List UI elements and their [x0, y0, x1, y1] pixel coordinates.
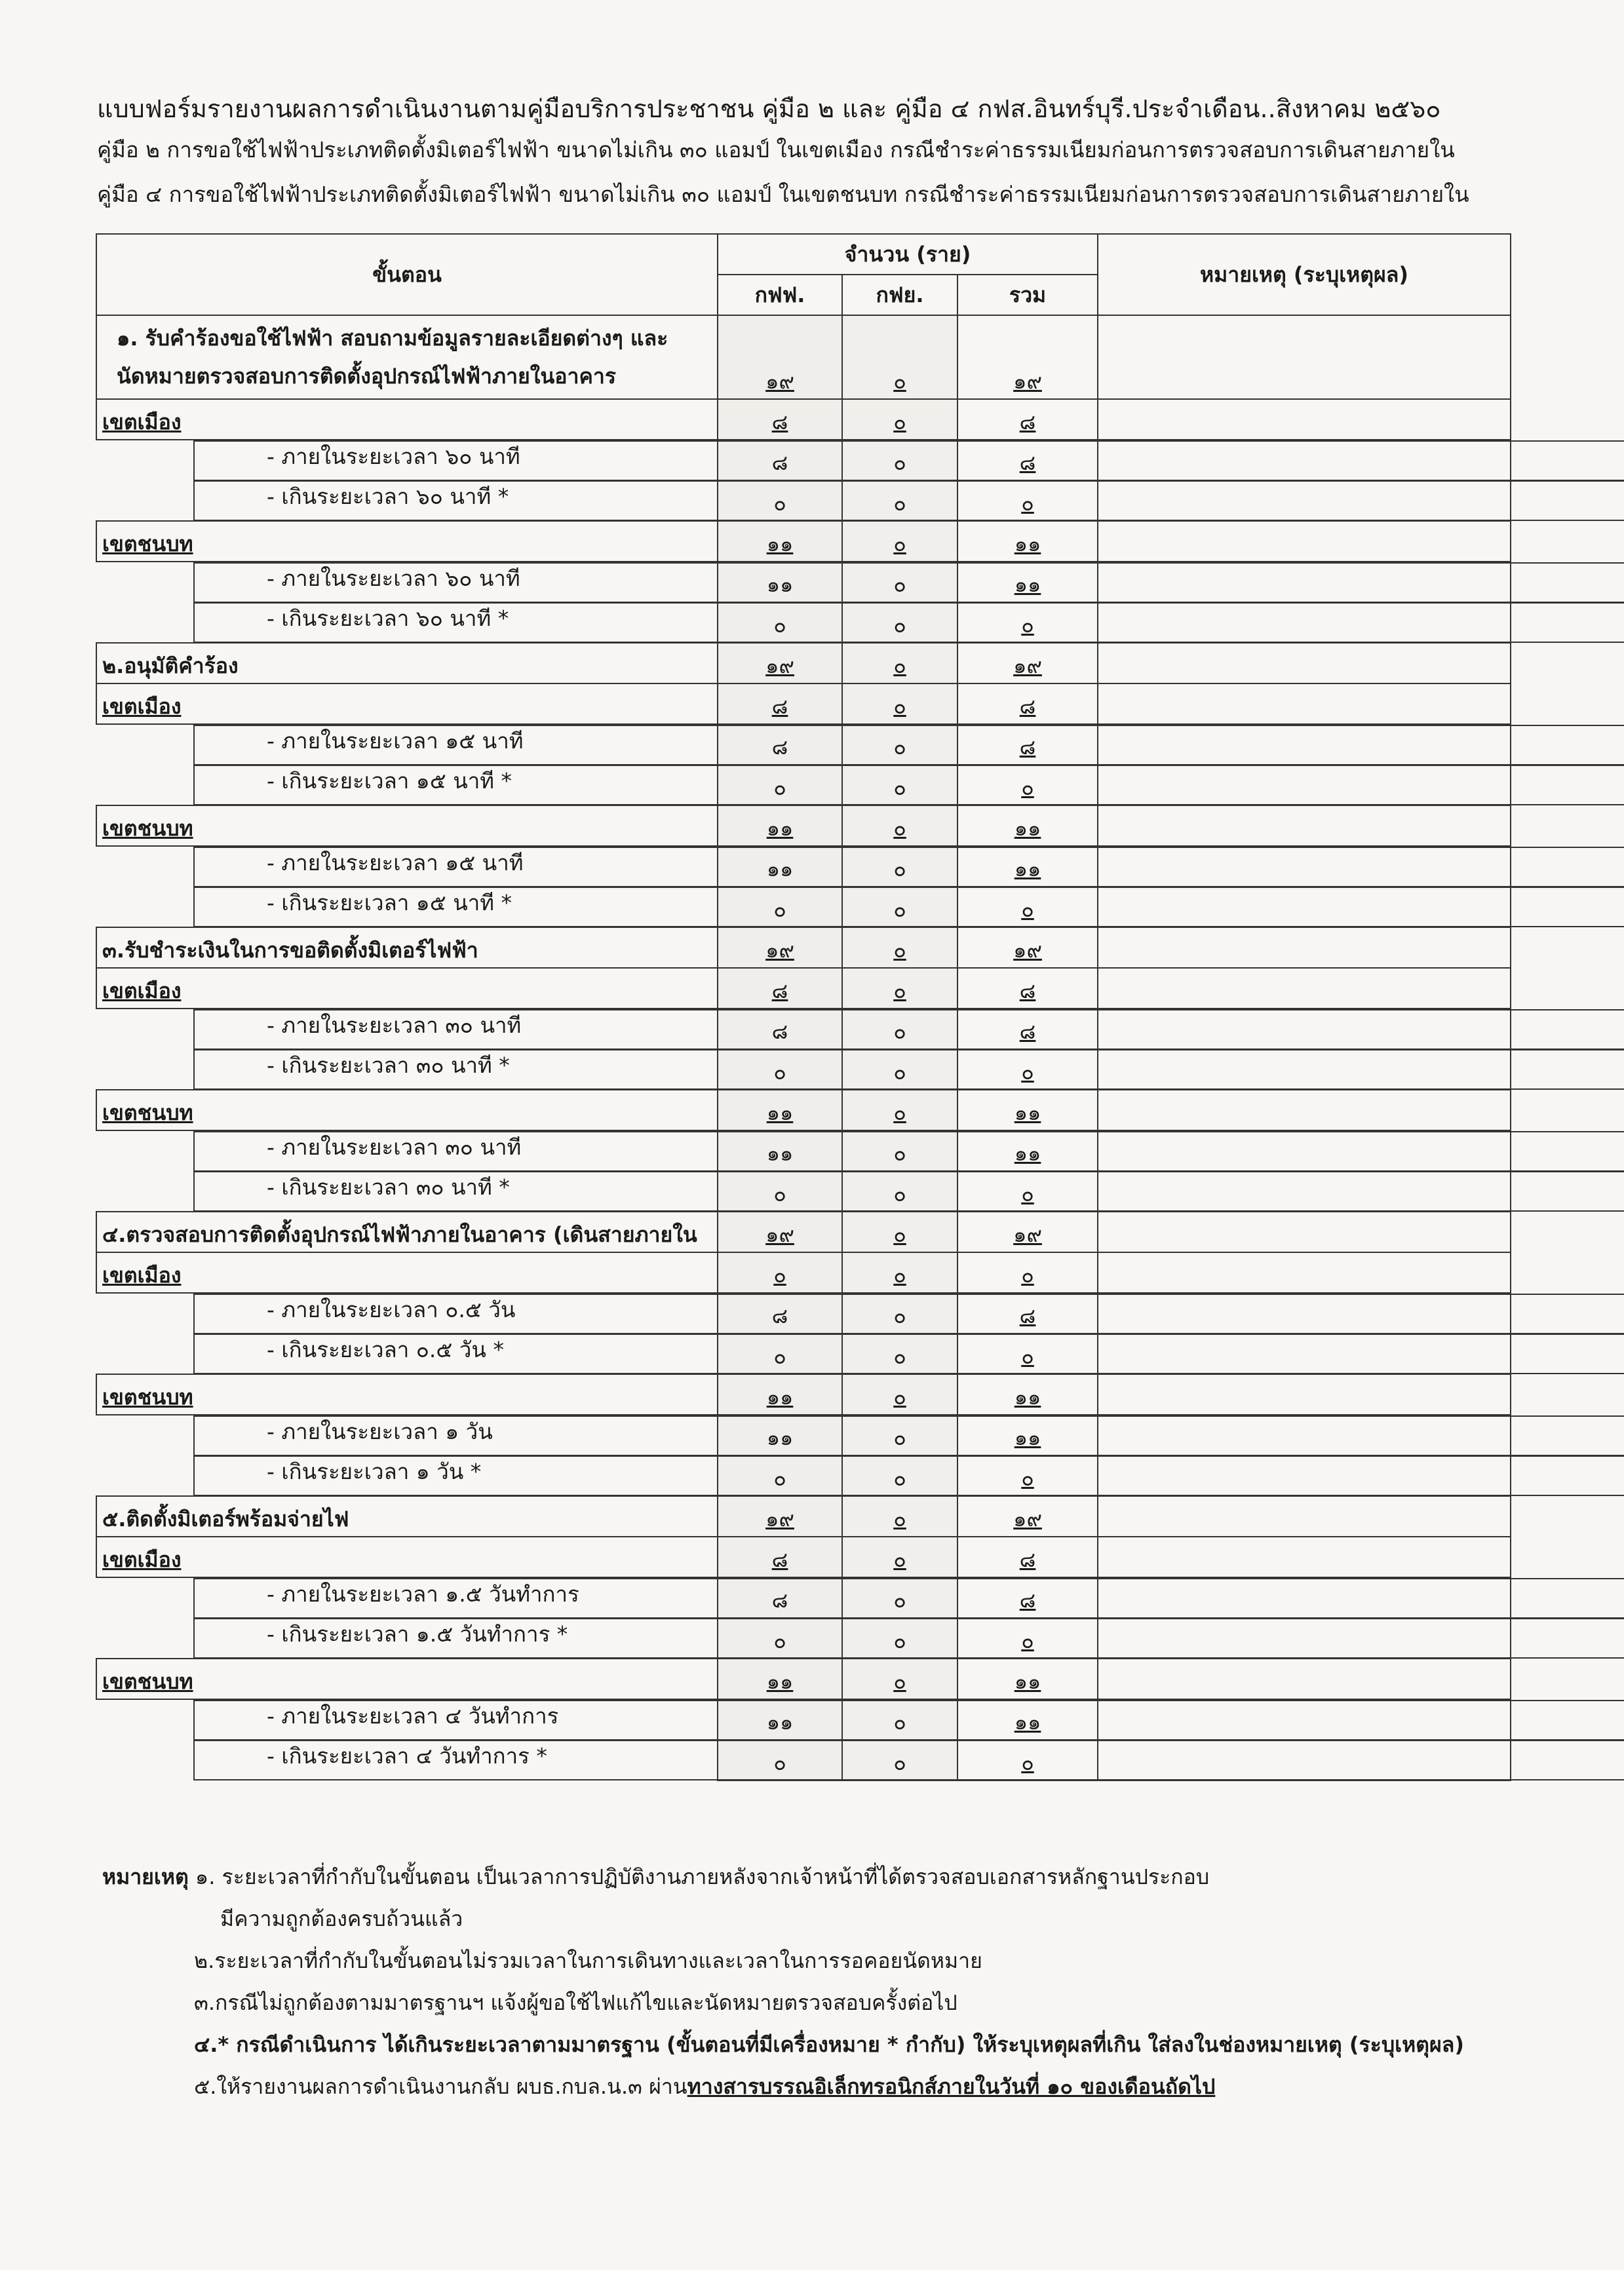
- table-row: [96, 927, 1511, 968]
- table-row: [96, 1577, 1511, 1618]
- count-value: ๑๑: [766, 572, 794, 597]
- step-cell: - เกินระยะเวลา ๐.๕ วัน *: [193, 1334, 1624, 1374]
- table-row: [96, 1374, 1511, 1415]
- count-pea-office: [718, 805, 842, 846]
- step-cell: เขตชนบท: [96, 1374, 718, 1415]
- note-4: ๔.* กรณีดำเนินการ ได้เกินระยะเวลาตามมาตรฐาน (ขั้นตอนที่มีเครื่องหมาย * กำกับ) ให้ระบุเหตุผลที่เกิน ใส่ลงในช่องหมายเหตุ (ระบุเหตุผล): [194, 2032, 1464, 2057]
- step-cell: - ภายในระยะเวลา ๔ วันทำการ: [193, 1700, 1624, 1741]
- count-pea-office: [718, 1496, 842, 1537]
- count-value: ๐: [893, 1507, 906, 1531]
- count-pea-sub: [842, 927, 957, 968]
- count-pea-sub: [842, 1496, 957, 1537]
- table-row: [96, 1334, 1511, 1374]
- count-value: ๐: [773, 1182, 786, 1206]
- count-value: ๐: [893, 653, 906, 678]
- step-cell: เขตเมือง: [96, 399, 718, 440]
- count-value: ๐: [893, 1588, 906, 1613]
- remark-cell: [1098, 805, 1511, 846]
- step-cell: ๓.รับชำระเงินในการขอติดตั้งมิเตอร์ไฟฟ้า: [96, 927, 718, 968]
- count-pea-office: [718, 399, 842, 440]
- step-label-cont: นัดหมายตรวจสอบการติดตั้งอุปกรณ์ไฟฟ้าภายในอาคาร: [117, 364, 617, 389]
- step-cell: เขตชนบท: [96, 1659, 718, 1699]
- note-3: ๓.กรณีไม่ถูกต้องตามมาตรฐานฯ แจ้งผู้ขอใช้ไฟแก้ไขและนัดหมายตรวจสอบครั้งต่อไป: [194, 1990, 957, 2015]
- count-pea-office: [718, 1374, 842, 1415]
- count-value: ๑๑: [1014, 572, 1041, 597]
- count-value: ๑๑: [1014, 856, 1041, 881]
- step-cell: - ภายในระยะเวลา ๓๐ นาที: [193, 1131, 1624, 1172]
- count-pea-office: [718, 1090, 842, 1130]
- table-row: [96, 440, 1511, 480]
- count-value: ๐: [893, 1019, 906, 1044]
- notes-label: หมายเหตุ: [102, 1864, 189, 1889]
- count-value: ๐: [773, 1263, 786, 1288]
- table-row: [96, 1537, 1511, 1577]
- count-value: ๑๙: [1013, 369, 1042, 394]
- count-value: ๘: [771, 978, 788, 1003]
- count-value: ๐: [893, 572, 906, 597]
- count-pea-office: [718, 1659, 842, 1699]
- count-value: ๐: [893, 1385, 906, 1410]
- count-value: ๐: [1021, 1628, 1034, 1653]
- manual-2-description: คู่มือ ๒ การขอใช้ไฟฟ้าประเภทติดตั้งมิเตอร์ไฟฟ้า ขนาดไม่เกิน ๓๐ แอมป์ ในเขตเมือง กรณีชำระค่าธรรมเนียมก่อนการตรวจสอบการเดินสายภายใน: [97, 137, 1455, 163]
- count-value: ๐: [1021, 1060, 1034, 1085]
- count-value: ๐: [893, 1344, 906, 1369]
- count-pea-office: [718, 315, 842, 399]
- count-value: ๐: [893, 938, 906, 963]
- count-pea-sub: [842, 1659, 957, 1699]
- count-value: ๑๙: [1013, 1222, 1042, 1247]
- count-pea-sub: [842, 1374, 957, 1415]
- count-value: ๑๑: [1014, 816, 1041, 841]
- count-value: ๐: [893, 1100, 906, 1125]
- remark-cell: [1098, 1212, 1511, 1252]
- count-value: ๘: [771, 450, 788, 475]
- remark-cell: [1098, 1090, 1511, 1130]
- table-row: [96, 1699, 1511, 1740]
- count-value: ๐: [773, 1344, 786, 1369]
- count-value: ๐: [1021, 1263, 1034, 1288]
- count-value: ๘: [1019, 1303, 1036, 1328]
- count-total: [957, 643, 1098, 683]
- count-value: ๘: [771, 1588, 788, 1613]
- step-cell: เขตชนบท: [96, 1090, 718, 1130]
- step-cell: - เกินระยะเวลา ๑๕ นาที *: [193, 887, 1624, 927]
- step-cell: [96, 315, 718, 399]
- note-1-cont: มีความถูกต้องครบถ้วนแล้ว: [220, 1906, 463, 1931]
- count-value: ๘: [771, 410, 788, 434]
- count-value: ๑๑: [766, 531, 794, 556]
- count-value: ๘: [771, 1303, 788, 1328]
- remark-cell: [1098, 683, 1511, 724]
- count-value: ๘: [1019, 978, 1036, 1003]
- header-pea-sub: กฟย.: [842, 275, 957, 315]
- count-value: ๐: [893, 531, 906, 556]
- manual-4-description: คู่มือ ๔ การขอใช้ไฟฟ้าประเภทติดตั้งมิเตอร์ไฟฟ้า ขนาดไม่เกิน ๓๐ แอมป์ ในเขตชนบท กรณีชำระค่าธรรมเนียมก่อนการตรวจสอบการเดินสายภายใน: [97, 182, 1469, 207]
- step-cell: - เกินระยะเวลา ๔ วันทำการ *: [193, 1740, 1624, 1780]
- count-value: ๑๑: [766, 1710, 794, 1735]
- count-value: ๑๑: [766, 816, 794, 841]
- count-value: ๐: [893, 1628, 906, 1653]
- count-value: ๑๑: [766, 1669, 794, 1694]
- count-total: [957, 683, 1098, 724]
- table-row: [96, 643, 1511, 683]
- count-value: ๐: [893, 1547, 906, 1572]
- table-row: [96, 1455, 1511, 1496]
- table-row: [96, 1659, 1511, 1699]
- count-value: ๐: [893, 1222, 906, 1247]
- count-value: ๑๙: [1013, 1507, 1042, 1531]
- count-value: ๐: [773, 1628, 786, 1653]
- remark-cell: [1098, 1537, 1511, 1577]
- count-pea-sub: [842, 968, 957, 1009]
- table-row: [96, 1212, 1511, 1252]
- count-value: ๐: [773, 491, 786, 516]
- remark-cell: [1098, 1374, 1511, 1415]
- table-row: [96, 1293, 1511, 1334]
- count-value: ๐: [1021, 897, 1034, 922]
- count-value: ๐: [893, 897, 906, 922]
- step-cell: - ภายในระยะเวลา ๐.๕ วัน: [193, 1294, 1624, 1334]
- count-pea-office: [718, 1212, 842, 1252]
- count-value: ๘: [771, 1019, 788, 1044]
- count-value: ๐: [773, 1466, 786, 1491]
- step-cell: เขตชนบท: [96, 805, 718, 846]
- header-step: ขั้นตอน: [96, 234, 718, 315]
- count-total: [957, 399, 1098, 440]
- count-value: ๐: [893, 491, 906, 516]
- count-value: ๐: [773, 613, 786, 638]
- table-row: [96, 399, 1511, 440]
- count-pea-sub: [842, 521, 957, 562]
- table-row: [96, 1415, 1511, 1455]
- count-pea-sub: [842, 1252, 957, 1293]
- count-value: ๘: [771, 1547, 788, 1572]
- count-value: ๑๙: [1013, 653, 1042, 678]
- step-cell: - ภายในระยะเวลา ๑ วัน: [193, 1415, 1624, 1456]
- count-value: ๑๑: [766, 1385, 794, 1410]
- remark-cell: [1098, 1252, 1511, 1293]
- count-value: ๑๑: [766, 1100, 794, 1125]
- step-cell: - ภายในระยะเวลา ๓๐ นาที: [193, 1009, 1624, 1050]
- table-row: [96, 1090, 1511, 1130]
- count-value: ๐: [893, 856, 906, 881]
- step-cell: เขตเมือง: [96, 968, 718, 1009]
- count-value: ๐: [893, 1182, 906, 1206]
- count-pea-sub: [842, 805, 957, 846]
- notes-section: [102, 1856, 1577, 2107]
- count-value: ๐: [893, 1303, 906, 1328]
- table-row: [96, 846, 1511, 887]
- count-value: ๐: [893, 1710, 906, 1735]
- count-value: ๑๑: [1014, 1141, 1041, 1166]
- remark-cell: [1098, 521, 1511, 562]
- count-value: ๐: [893, 1141, 906, 1166]
- count-value: ๑๙: [765, 653, 794, 678]
- count-value: ๑๑: [1014, 1710, 1041, 1735]
- count-pea-sub: [842, 683, 957, 724]
- count-total: [957, 805, 1098, 846]
- step-cell: - เกินระยะเวลา ๓๐ นาที *: [193, 1049, 1624, 1090]
- count-pea-office: [718, 683, 842, 724]
- count-pea-office: [718, 927, 842, 968]
- count-value: ๐: [893, 450, 906, 475]
- count-value: ๐: [893, 369, 906, 394]
- remark-cell: [1098, 399, 1511, 440]
- remark-cell: [1098, 643, 1511, 683]
- count-value: ๑๑: [1014, 531, 1041, 556]
- count-value: ๐: [893, 613, 906, 638]
- count-value: ๐: [893, 410, 906, 434]
- report-rows: [96, 315, 1511, 1780]
- count-value: ๐: [1021, 1182, 1034, 1206]
- remark-cell: [1098, 1659, 1511, 1699]
- step-cell: - เกินระยะเวลา ๖๐ นาที *: [193, 602, 1624, 643]
- count-value: ๑๙: [765, 1507, 794, 1531]
- count-value: ๐: [1021, 1466, 1034, 1491]
- count-value: ๘: [771, 694, 788, 719]
- remark-cell: [1098, 927, 1511, 968]
- count-value: ๘: [771, 735, 788, 760]
- step-cell: เขตเมือง: [96, 683, 718, 724]
- count-value: ๐: [893, 1466, 906, 1491]
- table-row: [96, 1009, 1511, 1049]
- remark-cell: [1098, 968, 1511, 1009]
- count-value: ๐: [893, 1263, 906, 1288]
- note-1-text: ๑. ระยะเวลาที่กำกับในขั้นตอน เป็นเวลาการปฏิบัติงานภายหลังจากเจ้าหน้าที่ได้ตรวจสอบเอกสารหลักฐานประกอบ: [195, 1864, 1210, 1889]
- count-value: ๘: [1019, 450, 1036, 475]
- count-value: ๐: [893, 978, 906, 1003]
- count-value: ๑๙: [765, 1222, 794, 1247]
- count-value: ๘: [1019, 1019, 1036, 1044]
- table-row: [96, 1252, 1511, 1293]
- step-cell: - เกินระยะเวลา ๖๐ นาที *: [193, 480, 1624, 521]
- count-value: ๑๙: [1013, 938, 1042, 963]
- remark-cell: [1098, 1496, 1511, 1537]
- header-total: รวม: [957, 275, 1098, 315]
- table-row: [96, 1618, 1511, 1659]
- header-pea-office: กฟฟ.: [718, 275, 842, 315]
- count-total: [957, 1537, 1098, 1577]
- count-value: ๐: [893, 1669, 906, 1694]
- count-pea-office: [718, 1537, 842, 1577]
- count-value: ๘: [1019, 410, 1036, 434]
- step-cell: ๒.อนุมัติคำร้อง: [96, 643, 718, 683]
- table-row: [96, 683, 1511, 724]
- count-value: ๐: [893, 694, 906, 719]
- header-remark: หมายเหตุ (ระบุเหตุผล): [1098, 234, 1511, 315]
- table-row: [96, 1740, 1511, 1780]
- count-pea-office: [718, 521, 842, 562]
- count-total: [957, 1496, 1098, 1537]
- step-cell: - เกินระยะเวลา ๑ วัน *: [193, 1455, 1624, 1496]
- remark-cell: [1098, 315, 1511, 399]
- count-value: ๐: [773, 775, 786, 800]
- step-cell: - เกินระยะเวลา ๑.๕ วันทำการ *: [193, 1618, 1624, 1659]
- table-row: [96, 521, 1511, 562]
- count-value: ๑๑: [1014, 1425, 1041, 1450]
- note-5-text: ๕.ให้รายงานผลการดำเนินงานกลับ ผบธ.กบล.น.๓ ผ่าน: [194, 2074, 687, 2099]
- step-label: ๑. รับคำร้องขอใช้ไฟฟ้า สอบถามข้อมูลรายละเอียดต่างๆ และ: [117, 326, 668, 351]
- count-pea-sub: [842, 1212, 957, 1252]
- note-5: [102, 2066, 1577, 2107]
- step-cell: เขตชนบท: [96, 521, 718, 562]
- count-pea-office: [718, 1252, 842, 1293]
- count-value: ๐: [893, 1060, 906, 1085]
- count-total: [957, 315, 1098, 399]
- step-cell: - ภายในระยะเวลา ๑๕ นาที: [193, 725, 1624, 765]
- count-value: ๘: [1019, 735, 1036, 760]
- count-value: ๐: [1021, 775, 1034, 800]
- count-value: ๐: [893, 735, 906, 760]
- count-value: ๐: [893, 1425, 906, 1450]
- step-cell: - ภายในระยะเวลา ๖๐ นาที: [193, 440, 1624, 481]
- count-total: [957, 1090, 1098, 1130]
- count-pea-sub: [842, 399, 957, 440]
- step-cell: เขตเมือง: [96, 1537, 718, 1577]
- count-value: ๐: [773, 897, 786, 922]
- table-row: [96, 968, 1511, 1009]
- table-row: [96, 315, 1511, 399]
- step-cell: - ภายในระยะเวลา ๑๕ นาที: [193, 847, 1624, 887]
- count-value: ๑๙: [765, 369, 794, 394]
- step-cell: ๔.ตรวจสอบการติดตั้งอุปกรณ์ไฟฟ้าภายในอาคาร (เดินสายภายใน: [96, 1212, 718, 1252]
- count-value: ๐: [893, 816, 906, 841]
- count-total: [957, 1252, 1098, 1293]
- count-value: ๑๑: [766, 856, 794, 881]
- table-row: [96, 1049, 1511, 1090]
- count-value: ๑๑: [766, 1141, 794, 1166]
- count-value: ๐: [893, 775, 906, 800]
- form-title: แบบฟอร์มรายงานผลการดำเนินงานตามคู่มือบริการประชาชน คู่มือ ๒ และ คู่มือ ๔ กฟส.อินทร์บุรี.ประจำเดือน..สิงหาคม ๒๕๖๐: [97, 94, 1441, 123]
- count-total: [957, 927, 1098, 968]
- count-pea-office: [718, 643, 842, 683]
- count-pea-office: [718, 968, 842, 1009]
- table-row: [96, 765, 1511, 805]
- count-value: ๐: [1021, 1344, 1034, 1369]
- count-pea-sub: [842, 315, 957, 399]
- count-value: ๐: [1021, 491, 1034, 516]
- count-pea-sub: [842, 643, 957, 683]
- count-value: ๐: [773, 1750, 786, 1775]
- note-2: ๒.ระยะเวลาที่กำกับในขั้นตอนไม่รวมเวลาในการเดินทางและเวลาในการรอคอยนัดหมาย: [194, 1948, 982, 1973]
- count-value: ๐: [893, 1750, 906, 1775]
- table-row: [96, 1496, 1511, 1537]
- table-row: [96, 562, 1511, 602]
- table-row: [96, 1130, 1511, 1171]
- table-row: [96, 805, 1511, 846]
- table-row: [96, 480, 1511, 521]
- step-cell: - ภายในระยะเวลา ๑.๕ วันทำการ: [193, 1578, 1624, 1619]
- count-value: ๑๑: [1014, 1669, 1041, 1694]
- count-total: [957, 1374, 1098, 1415]
- count-value: ๑๑: [1014, 1100, 1041, 1125]
- header-count: จำนวน (ราย): [718, 234, 1098, 275]
- table-row: [96, 602, 1511, 643]
- count-value: ๐: [773, 1060, 786, 1085]
- count-pea-sub: [842, 1537, 957, 1577]
- report-table: [96, 233, 1511, 1781]
- count-total: [957, 1212, 1098, 1252]
- table-row: [96, 724, 1511, 765]
- step-cell: - ภายในระยะเวลา ๖๐ นาที: [193, 562, 1624, 603]
- note-5-emphasis: ทางสารบรรณอิเล็กทรอนิกส์ภายในวันที่ ๑๐ ของเดือนถัดไป: [687, 2074, 1216, 2099]
- count-total: [957, 521, 1098, 562]
- step-cell: - เกินระยะเวลา ๑๕ นาที *: [193, 765, 1624, 805]
- count-value: ๘: [1019, 694, 1036, 719]
- count-value: ๑๑: [1014, 1385, 1041, 1410]
- step-cell: ๕.ติดตั้งมิเตอร์พร้อมจ่ายไฟ: [96, 1496, 718, 1537]
- note-1: [102, 1856, 1577, 1898]
- count-value: ๘: [1019, 1588, 1036, 1613]
- count-value: ๐: [1021, 613, 1034, 638]
- step-cell: - เกินระยะเวลา ๓๐ นาที *: [193, 1171, 1624, 1212]
- count-value: ๐: [1021, 1750, 1034, 1775]
- table-row: [96, 887, 1511, 927]
- count-value: ๑๙: [765, 938, 794, 963]
- count-value: ๑๑: [766, 1425, 794, 1450]
- count-total: [957, 1659, 1098, 1699]
- count-total: [957, 968, 1098, 1009]
- count-pea-sub: [842, 1090, 957, 1130]
- count-value: ๘: [1019, 1547, 1036, 1572]
- table-row: [96, 1171, 1511, 1212]
- step-cell: เขตเมือง: [96, 1252, 718, 1293]
